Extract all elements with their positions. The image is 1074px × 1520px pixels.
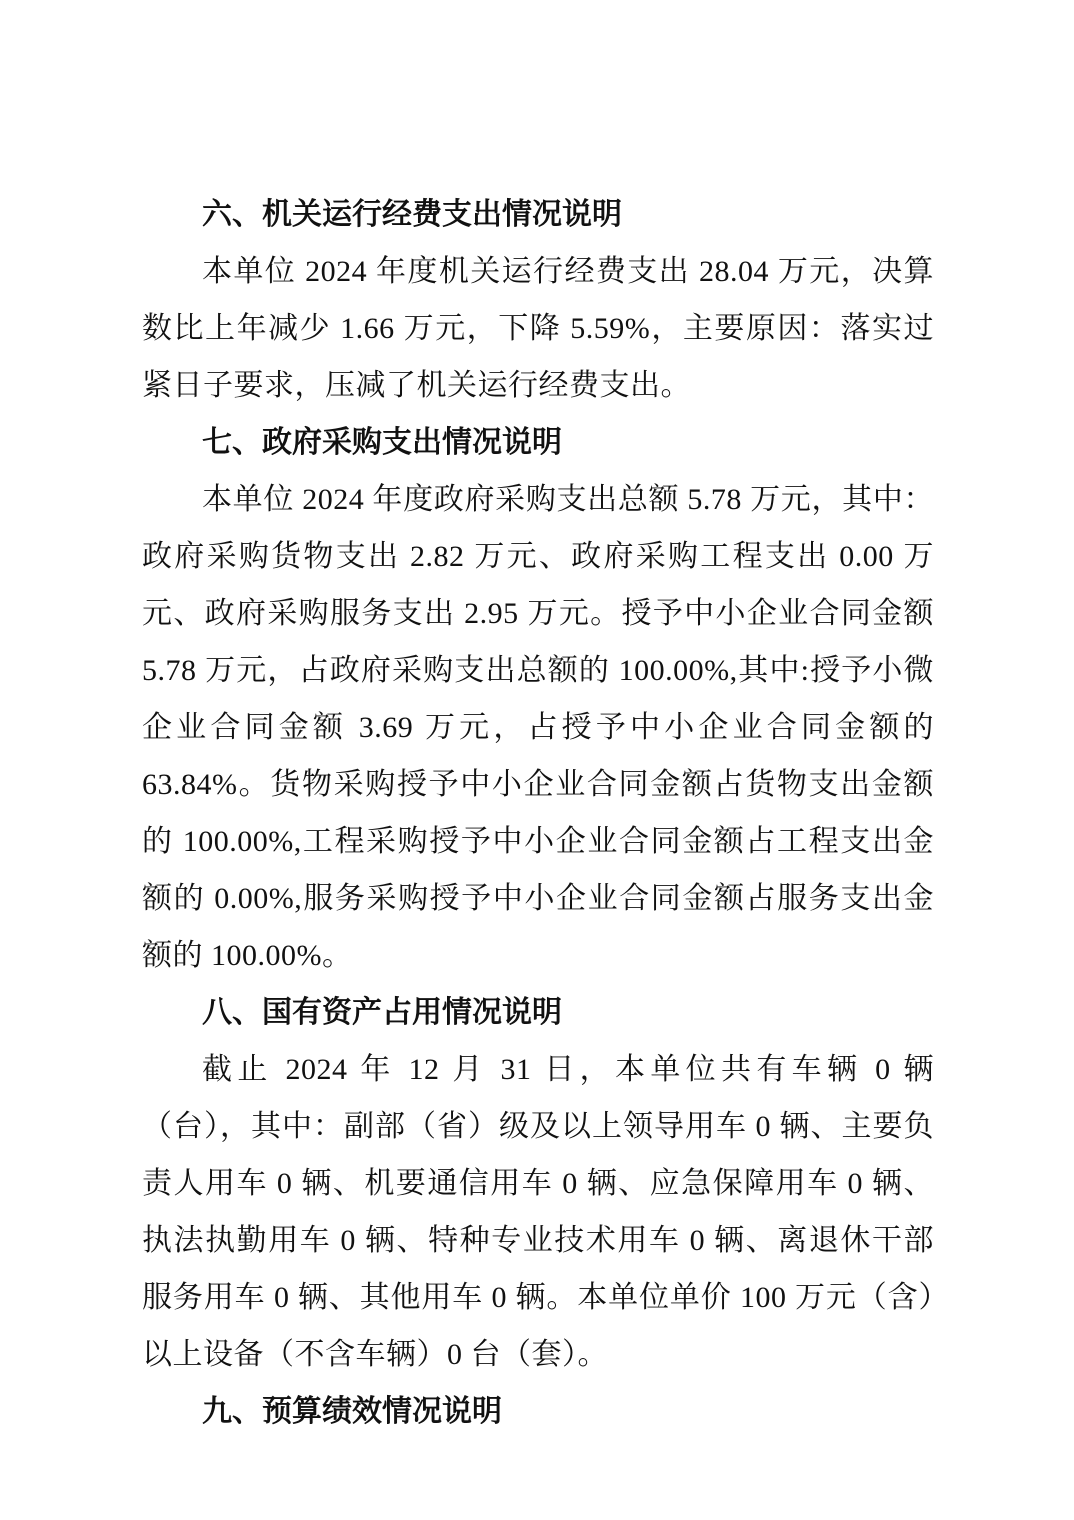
section-heading-8: 八、国有资产占用情况说明 xyxy=(202,996,562,1029)
section-paragraph-7: 本单位 2024 年度政府采购支出总额 5.78 万元，其中：政府采购货物支出 2.82 万元、政府采购工程支出 0.00 万元、政府采购服务支出 2.95 万元。授予中小企业合同金额 5.78 万元，占政府采购支出总额的 100.00%,其中:授予小微企业合同金额 3.69 万元，占授予中小企业合同金额的 63.84%。货物采购授予中小企业合同金额占货物支出金额的 100.00%,工程采购授予中小企业合同金额占工程支出金额的 0.00%,服务采购授予中小企业合同金额占服务支出金额的 100.00%。 xyxy=(142,483,934,972)
section-paragraph-8: 截止 2024 年 12 月 31 日，本单位共有车辆 0 辆（台），其中：副部（省）级及以上领导用车 0 辆、主要负责人用车 0 辆、机要通信用车 0 辆、应急保障用车 0 辆、执法执勤用车 0 辆、特种专业技术用车 0 辆、离退休干部服务用车 0 辆、其他用车 0 辆。本单位单价 100 万元（含）以上设备（不含车辆）0 台（套）。 xyxy=(142,1053,934,1371)
section-heading-7: 七、政府采购支出情况说明 xyxy=(202,426,562,459)
section-state-owned-assets xyxy=(142,984,934,1383)
section-budget-performance xyxy=(142,1383,934,1440)
section-heading-6: 六、机关运行经费支出情况说明 xyxy=(202,198,622,231)
section-government-procurement xyxy=(142,414,934,984)
section-agency-operating-expenses xyxy=(142,186,934,414)
section-paragraph-6: 本单位 2024 年度机关运行经费支出 28.04 万元，决算数比上年减少 1.66 万元，下降 5.59%，主要原因：落实过紧日子要求，压减了机关运行经费支出。 xyxy=(142,255,934,402)
document-body xyxy=(142,186,934,1440)
section-heading-9: 九、预算绩效情况说明 xyxy=(202,1395,502,1428)
